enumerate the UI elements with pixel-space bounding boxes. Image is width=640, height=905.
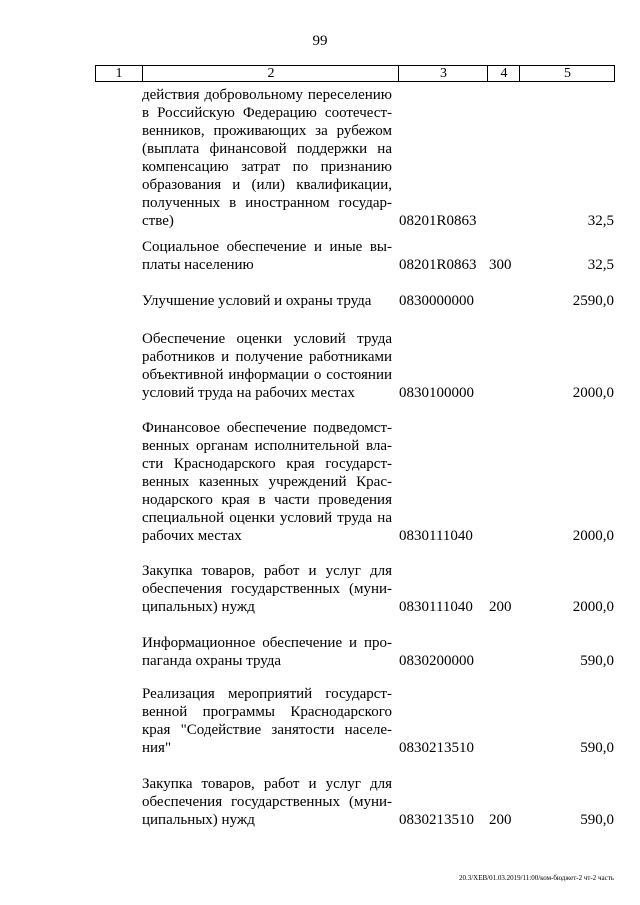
- amount: 590,0: [580, 812, 614, 828]
- footer-note: 20.3/ХЕВ/01.03.2019/11:00/ком-бюджет-2 чт-2 часть: [458, 874, 614, 882]
- row-description: [142, 238, 392, 274]
- target-article-code: 0830213510: [399, 740, 474, 756]
- row-description: [142, 86, 392, 230]
- description-line: объективной информации о состоянии: [142, 367, 392, 383]
- description-line: полученных в иностранном государ-: [142, 195, 392, 211]
- page-number: 99: [312, 33, 328, 49]
- description-line: Улучшение условий и охраны труда: [142, 293, 372, 309]
- description-line: ципальных) нужд: [142, 599, 255, 615]
- description-line: венников, проживающих за рубежом: [142, 123, 392, 139]
- target-article-code: 0830213510: [399, 812, 474, 828]
- description-line: рабочих местах: [142, 528, 242, 544]
- row-description: [142, 685, 392, 757]
- table-header: [95, 65, 615, 82]
- description-line: Информационное обеспечение и про-: [142, 635, 392, 651]
- description-line: обеспечения государственных (муни-: [142, 794, 392, 810]
- description-line: венных казенных учреждений Крас-: [142, 474, 392, 490]
- amount: 32,5: [587, 213, 614, 229]
- description-line: Социальное обеспечение и иные вы-: [142, 239, 392, 255]
- target-article-code: 0830000000: [399, 293, 474, 309]
- amount: 2590,0: [572, 293, 614, 309]
- description-line: (выплата финансовой поддержки на: [142, 141, 392, 157]
- description-line: в Российскую Федерацию соотечест-: [142, 105, 392, 121]
- description-line: действия добровольному переселению: [142, 87, 392, 103]
- target-article-code: 0830111040: [399, 599, 473, 615]
- description-line: ния": [142, 740, 172, 756]
- description-line: стве): [142, 213, 174, 229]
- row-description: [142, 775, 392, 829]
- header-col-2: 2: [142, 66, 399, 81]
- description-line: ципальных) нужд: [142, 812, 255, 828]
- expense-type-code: 200: [489, 812, 512, 828]
- amount: 590,0: [580, 740, 614, 756]
- description-line: венных органам исполнительной вла-: [142, 438, 392, 454]
- amount: 32,5: [587, 257, 614, 273]
- description-line: платы населению: [142, 257, 254, 273]
- description-line: сти Краснодарского края государст-: [142, 456, 392, 472]
- description-line: обеспечения государственных (муни-: [142, 581, 392, 597]
- expense-type-code: 300: [489, 257, 512, 273]
- description-line: венной программы Краснодарского: [142, 704, 392, 720]
- amount: 590,0: [580, 653, 614, 669]
- target-article-code: 0830111040: [399, 528, 473, 544]
- description-line: Обеспечение оценки условий труда: [142, 331, 392, 347]
- description-line: образования и (или) квалификации,: [142, 177, 392, 193]
- row-description: [142, 330, 392, 402]
- target-article-code: 08201R0863: [399, 213, 477, 229]
- description-line: Финансовое обеспечение подведомст-: [142, 420, 392, 436]
- description-line: края "Содействие занятости населе-: [142, 722, 392, 738]
- header-col-5: 5: [519, 66, 615, 81]
- target-article-code: 08201R0863: [399, 257, 477, 273]
- header-col-1: 1: [115, 66, 123, 81]
- row-description: [142, 634, 392, 670]
- description-line: специальной оценки условий труда на: [142, 510, 392, 526]
- header-col-4: 4: [487, 66, 520, 81]
- amount: 2000,0: [572, 599, 614, 615]
- amount: 2000,0: [572, 528, 614, 544]
- header-col-3: 3: [398, 66, 488, 81]
- description-line: Реализация мероприятий государст-: [142, 686, 392, 702]
- amount: 2000,0: [572, 385, 614, 401]
- description-line: условий труда на рабочих местах: [142, 385, 355, 401]
- description-line: Закупка товаров, работ и услуг для: [142, 776, 392, 792]
- expense-type-code: 200: [489, 599, 512, 615]
- row-description: [142, 419, 392, 545]
- target-article-code: 0830100000: [399, 385, 474, 401]
- description-line: Закупка товаров, работ и услуг для: [142, 563, 392, 579]
- row-description: [142, 292, 392, 310]
- target-article-code: 0830200000: [399, 653, 474, 669]
- description-line: работников и получение работниками: [142, 349, 392, 365]
- description-line: компенсацию затрат по признанию: [142, 159, 392, 175]
- description-line: нодарского края в части проведения: [142, 492, 392, 508]
- description-line: паганда охраны труда: [142, 653, 282, 669]
- row-description: [142, 562, 392, 616]
